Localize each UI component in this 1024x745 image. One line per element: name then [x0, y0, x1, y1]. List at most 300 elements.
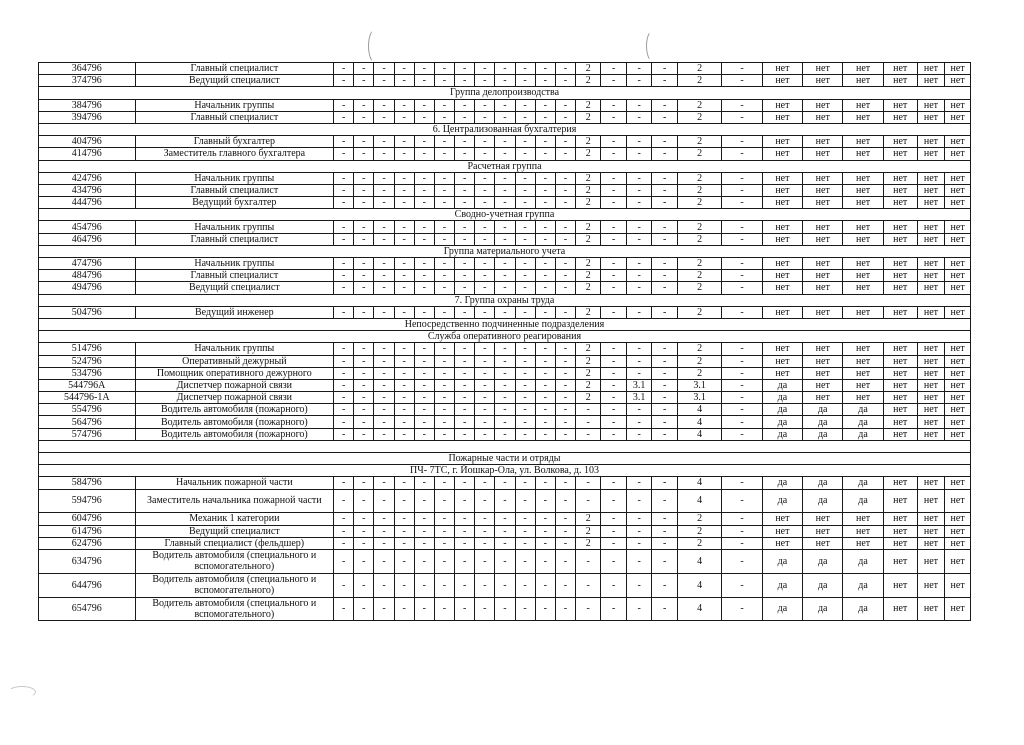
value-cell: - [515, 63, 535, 75]
value-cell: нет [883, 258, 917, 270]
value-cell: - [394, 355, 414, 367]
value-cell: - [434, 428, 454, 440]
value-cell: нет [917, 148, 945, 160]
value-cell: - [495, 489, 515, 513]
value-cell: - [475, 416, 495, 428]
value-cell: нет [843, 99, 883, 111]
value-cell: нет [762, 258, 802, 270]
value-cell: - [434, 111, 454, 123]
value-cell: - [626, 355, 651, 367]
value-cell: 2 [677, 221, 722, 233]
value-cell: - [535, 392, 555, 404]
value-cell: - [535, 537, 555, 549]
value-cell: нет [803, 99, 843, 111]
value-cell: - [495, 428, 515, 440]
table-row [39, 148, 971, 160]
value-cell: нет [803, 367, 843, 379]
value-cell: - [495, 573, 515, 597]
workplace-code: 614796 [39, 525, 136, 537]
workplace-code: 514796 [39, 343, 136, 355]
position-name: Оперативный дежурный [135, 355, 334, 367]
value-cell: - [414, 513, 434, 525]
value-cell: нет [945, 99, 971, 111]
value-cell: - [495, 99, 515, 111]
value-cell: 2 [575, 392, 600, 404]
value-cell: - [535, 99, 555, 111]
value-cell: - [414, 99, 434, 111]
value-cell: - [414, 184, 434, 196]
position-name: Начальник группы [135, 343, 334, 355]
table-row [39, 343, 971, 355]
value-cell: 2 [677, 148, 722, 160]
workplace-code: 474796 [39, 258, 136, 270]
value-cell: - [535, 477, 555, 489]
value-cell: - [626, 63, 651, 75]
value-cell: - [535, 597, 555, 621]
value-cell: 2 [575, 367, 600, 379]
table-row [39, 367, 971, 379]
value-cell: - [722, 75, 762, 87]
section-header-row [39, 465, 971, 477]
value-cell: - [722, 537, 762, 549]
value-cell: - [334, 379, 354, 391]
value-cell: - [626, 75, 651, 87]
value-cell: - [455, 306, 475, 318]
value-cell: - [515, 428, 535, 440]
value-cell: нет [883, 148, 917, 160]
value-cell: - [354, 306, 374, 318]
value-cell: - [374, 258, 394, 270]
table-row [39, 172, 971, 184]
value-cell: - [354, 404, 374, 416]
value-cell: - [394, 282, 414, 294]
value-cell: нет [803, 184, 843, 196]
value-cell: - [722, 306, 762, 318]
value-cell: - [495, 270, 515, 282]
value-cell: - [394, 233, 414, 245]
workplace-code: 584796 [39, 477, 136, 489]
value-cell: - [394, 416, 414, 428]
value-cell: 4 [677, 477, 722, 489]
value-cell: нет [803, 379, 843, 391]
value-cell: - [515, 416, 535, 428]
value-cell: - [475, 549, 495, 573]
value-cell: да [803, 416, 843, 428]
value-cell: 2 [575, 537, 600, 549]
value-cell: нет [762, 270, 802, 282]
value-cell: да [762, 416, 802, 428]
value-cell: нет [917, 197, 945, 209]
value-cell: - [394, 367, 414, 379]
value-cell: - [495, 525, 515, 537]
value-cell: - [455, 428, 475, 440]
value-cell: - [601, 136, 626, 148]
value-cell: - [652, 221, 677, 233]
value-cell: - [535, 233, 555, 245]
value-cell: - [394, 75, 414, 87]
value-cell: - [334, 428, 354, 440]
value-cell: нет [843, 197, 883, 209]
value-cell: нет [843, 306, 883, 318]
value-cell: - [535, 428, 555, 440]
value-cell: - [722, 404, 762, 416]
value-cell: нет [945, 404, 971, 416]
value-cell: - [722, 477, 762, 489]
value-cell: - [652, 270, 677, 282]
value-cell: - [495, 221, 515, 233]
value-cell: - [515, 99, 535, 111]
value-cell: нет [883, 136, 917, 148]
value-cell: - [515, 172, 535, 184]
value-cell: - [414, 197, 434, 209]
position-name: Водитель автомобиля (пожарного) [135, 416, 334, 428]
value-cell: - [374, 597, 394, 621]
value-cell: 2 [575, 136, 600, 148]
value-cell: - [334, 270, 354, 282]
value-cell: нет [843, 75, 883, 87]
value-cell: - [555, 573, 575, 597]
value-cell: - [601, 184, 626, 196]
workplace-code: 434796 [39, 184, 136, 196]
value-cell: нет [762, 148, 802, 160]
value-cell: - [722, 367, 762, 379]
value-cell: - [455, 343, 475, 355]
workplace-code: 534796 [39, 367, 136, 379]
value-cell: - [354, 282, 374, 294]
value-cell: - [414, 367, 434, 379]
value-cell: - [334, 99, 354, 111]
value-cell: 2 [677, 184, 722, 196]
value-cell: 2 [677, 513, 722, 525]
value-cell: - [354, 75, 374, 87]
value-cell: - [414, 404, 434, 416]
value-cell: нет [762, 513, 802, 525]
value-cell: нет [945, 428, 971, 440]
table-row [39, 379, 971, 391]
value-cell: нет [883, 343, 917, 355]
value-cell: - [626, 525, 651, 537]
value-cell: нет [883, 537, 917, 549]
value-cell: - [515, 75, 535, 87]
value-cell: нет [917, 355, 945, 367]
table-row [39, 136, 971, 148]
value-cell: - [555, 258, 575, 270]
value-cell: - [414, 111, 434, 123]
value-cell: нет [917, 233, 945, 245]
value-cell: - [334, 489, 354, 513]
value-cell: нет [803, 233, 843, 245]
position-name: Заместитель начальника пожарной части [135, 489, 334, 513]
value-cell: - [652, 99, 677, 111]
value-cell: нет [762, 343, 802, 355]
value-cell: - [515, 379, 535, 391]
value-cell: - [455, 111, 475, 123]
value-cell: - [354, 597, 374, 621]
value-cell: - [601, 597, 626, 621]
value-cell: - [374, 513, 394, 525]
value-cell: нет [762, 306, 802, 318]
value-cell: - [555, 392, 575, 404]
value-cell: нет [843, 367, 883, 379]
value-cell: - [374, 477, 394, 489]
value-cell: - [495, 233, 515, 245]
positions-table-body [39, 63, 971, 621]
value-cell: - [626, 416, 651, 428]
value-cell: - [455, 416, 475, 428]
value-cell: - [475, 428, 495, 440]
value-cell: да [803, 489, 843, 513]
value-cell: - [555, 416, 575, 428]
value-cell: 2 [575, 282, 600, 294]
position-name: Главный бухгалтер [135, 136, 334, 148]
value-cell: - [601, 99, 626, 111]
value-cell: - [434, 75, 454, 87]
value-cell: - [515, 537, 535, 549]
position-name: Главный специалист (фельдшер) [135, 537, 334, 549]
value-cell: - [555, 306, 575, 318]
value-cell: - [575, 573, 600, 597]
value-cell: - [626, 597, 651, 621]
value-cell: 2 [575, 233, 600, 245]
value-cell: да [843, 404, 883, 416]
workplace-code: 404796 [39, 136, 136, 148]
value-cell: - [495, 549, 515, 573]
table-row [39, 355, 971, 367]
value-cell: - [722, 111, 762, 123]
value-cell: нет [803, 282, 843, 294]
value-cell: - [555, 197, 575, 209]
value-cell: - [434, 148, 454, 160]
value-cell: - [652, 184, 677, 196]
value-cell: - [475, 270, 495, 282]
value-cell: - [374, 184, 394, 196]
value-cell: нет [945, 597, 971, 621]
value-cell: нет [883, 477, 917, 489]
value-cell: 2 [677, 172, 722, 184]
value-cell: 3.1 [626, 392, 651, 404]
value-cell: - [475, 233, 495, 245]
value-cell: - [652, 597, 677, 621]
value-cell: нет [945, 343, 971, 355]
value-cell: 2 [677, 537, 722, 549]
value-cell: - [414, 379, 434, 391]
value-cell: - [394, 148, 414, 160]
value-cell: - [414, 172, 434, 184]
value-cell: - [475, 282, 495, 294]
value-cell: - [535, 367, 555, 379]
value-cell: - [652, 573, 677, 597]
table-row [39, 489, 971, 513]
value-cell: нет [843, 184, 883, 196]
workplace-code: 604796 [39, 513, 136, 525]
value-cell: да [803, 573, 843, 597]
value-cell: 2 [575, 111, 600, 123]
value-cell: нет [917, 573, 945, 597]
value-cell: - [652, 172, 677, 184]
value-cell: - [495, 355, 515, 367]
value-cell: - [626, 184, 651, 196]
workplace-code: 494796 [39, 282, 136, 294]
value-cell: - [455, 172, 475, 184]
value-cell: - [495, 392, 515, 404]
value-cell: - [722, 63, 762, 75]
value-cell: нет [843, 282, 883, 294]
table-row [39, 111, 971, 123]
value-cell: нет [945, 75, 971, 87]
value-cell: - [515, 184, 535, 196]
value-cell: - [455, 355, 475, 367]
value-cell: нет [843, 537, 883, 549]
value-cell: - [374, 367, 394, 379]
value-cell: - [722, 392, 762, 404]
value-cell: - [354, 489, 374, 513]
value-cell: - [475, 355, 495, 367]
value-cell: - [475, 477, 495, 489]
workplace-code: 524796 [39, 355, 136, 367]
workplace-code: 624796 [39, 537, 136, 549]
section-title: Группа материального учета [39, 245, 971, 257]
workplace-code: 544796А [39, 379, 136, 391]
value-cell: - [334, 573, 354, 597]
position-name: Диспетчер пожарной связи [135, 379, 334, 391]
value-cell: - [475, 197, 495, 209]
value-cell: нет [803, 270, 843, 282]
value-cell: 2 [575, 63, 600, 75]
value-cell: - [354, 477, 374, 489]
value-cell: - [555, 355, 575, 367]
workplace-code: 484796 [39, 270, 136, 282]
value-cell: - [515, 573, 535, 597]
value-cell: - [555, 75, 575, 87]
value-cell: да [762, 428, 802, 440]
value-cell: - [374, 221, 394, 233]
value-cell: - [334, 172, 354, 184]
value-cell: - [652, 197, 677, 209]
position-name: Водитель автомобиля (пожарного) [135, 404, 334, 416]
value-cell: - [354, 184, 374, 196]
value-cell: - [434, 99, 454, 111]
value-cell: - [722, 379, 762, 391]
value-cell: - [626, 172, 651, 184]
value-cell: - [455, 537, 475, 549]
value-cell: нет [762, 233, 802, 245]
value-cell: - [652, 306, 677, 318]
workplace-code: 464796 [39, 233, 136, 245]
value-cell: - [652, 136, 677, 148]
value-cell: - [722, 233, 762, 245]
value-cell: - [434, 63, 454, 75]
value-cell: - [434, 416, 454, 428]
value-cell: - [601, 306, 626, 318]
value-cell: да [803, 597, 843, 621]
value-cell: да [843, 489, 883, 513]
value-cell: - [455, 282, 475, 294]
value-cell: - [354, 549, 374, 573]
value-cell: - [495, 172, 515, 184]
section-header-row [39, 294, 971, 306]
value-cell: да [762, 597, 802, 621]
value-cell: - [455, 379, 475, 391]
value-cell: - [455, 404, 475, 416]
value-cell: - [394, 221, 414, 233]
table-row [39, 537, 971, 549]
workplace-code: 644796 [39, 573, 136, 597]
value-cell: - [722, 258, 762, 270]
table-row [39, 416, 971, 428]
value-cell: нет [843, 513, 883, 525]
section-title: Служба оперативного реагирования [39, 331, 971, 343]
value-cell: - [515, 233, 535, 245]
table-row [39, 221, 971, 233]
value-cell: - [434, 537, 454, 549]
value-cell: - [394, 184, 414, 196]
table-row [39, 306, 971, 318]
value-cell: нет [803, 537, 843, 549]
value-cell: нет [917, 513, 945, 525]
value-cell: - [374, 111, 394, 123]
value-cell: нет [843, 233, 883, 245]
value-cell: - [601, 428, 626, 440]
position-name: Водитель автомобиля (специального и вспомогательного) [135, 597, 334, 621]
section-title: 6. Централизованная бухгалтерия [39, 123, 971, 135]
value-cell: - [374, 428, 394, 440]
value-cell: - [601, 270, 626, 282]
value-cell: - [555, 537, 575, 549]
value-cell: - [374, 172, 394, 184]
workplace-code: 564796 [39, 416, 136, 428]
value-cell: - [334, 343, 354, 355]
section-title: ПЧ- 7ТС, г. Йошкар-Ола, ул. Волкова, д. 103 [39, 465, 971, 477]
value-cell: 2 [677, 343, 722, 355]
value-cell: нет [917, 172, 945, 184]
value-cell: - [354, 63, 374, 75]
value-cell: нет [762, 184, 802, 196]
value-cell: - [535, 258, 555, 270]
value-cell: - [334, 537, 354, 549]
value-cell: - [515, 489, 535, 513]
value-cell: нет [917, 270, 945, 282]
value-cell: нет [917, 258, 945, 270]
table-row [39, 184, 971, 196]
value-cell: - [535, 221, 555, 233]
position-name: Водитель автомобиля (специального и вспомогательного) [135, 549, 334, 573]
table-row [39, 282, 971, 294]
value-cell: - [495, 197, 515, 209]
table-row [39, 392, 971, 404]
value-cell: 2 [575, 221, 600, 233]
value-cell: нет [762, 197, 802, 209]
value-cell: - [555, 428, 575, 440]
position-name: Диспетчер пожарной связи [135, 392, 334, 404]
value-cell: нет [762, 136, 802, 148]
value-cell: - [535, 549, 555, 573]
value-cell: нет [945, 136, 971, 148]
value-cell: - [414, 306, 434, 318]
value-cell: - [575, 428, 600, 440]
value-cell: - [414, 282, 434, 294]
value-cell: - [434, 355, 454, 367]
value-cell: - [555, 233, 575, 245]
value-cell: - [374, 549, 394, 573]
value-cell: нет [945, 525, 971, 537]
value-cell: - [475, 75, 495, 87]
value-cell: - [722, 172, 762, 184]
value-cell: нет [883, 404, 917, 416]
value-cell: - [555, 477, 575, 489]
section-header-row [39, 123, 971, 135]
value-cell: - [601, 537, 626, 549]
table-row [39, 197, 971, 209]
